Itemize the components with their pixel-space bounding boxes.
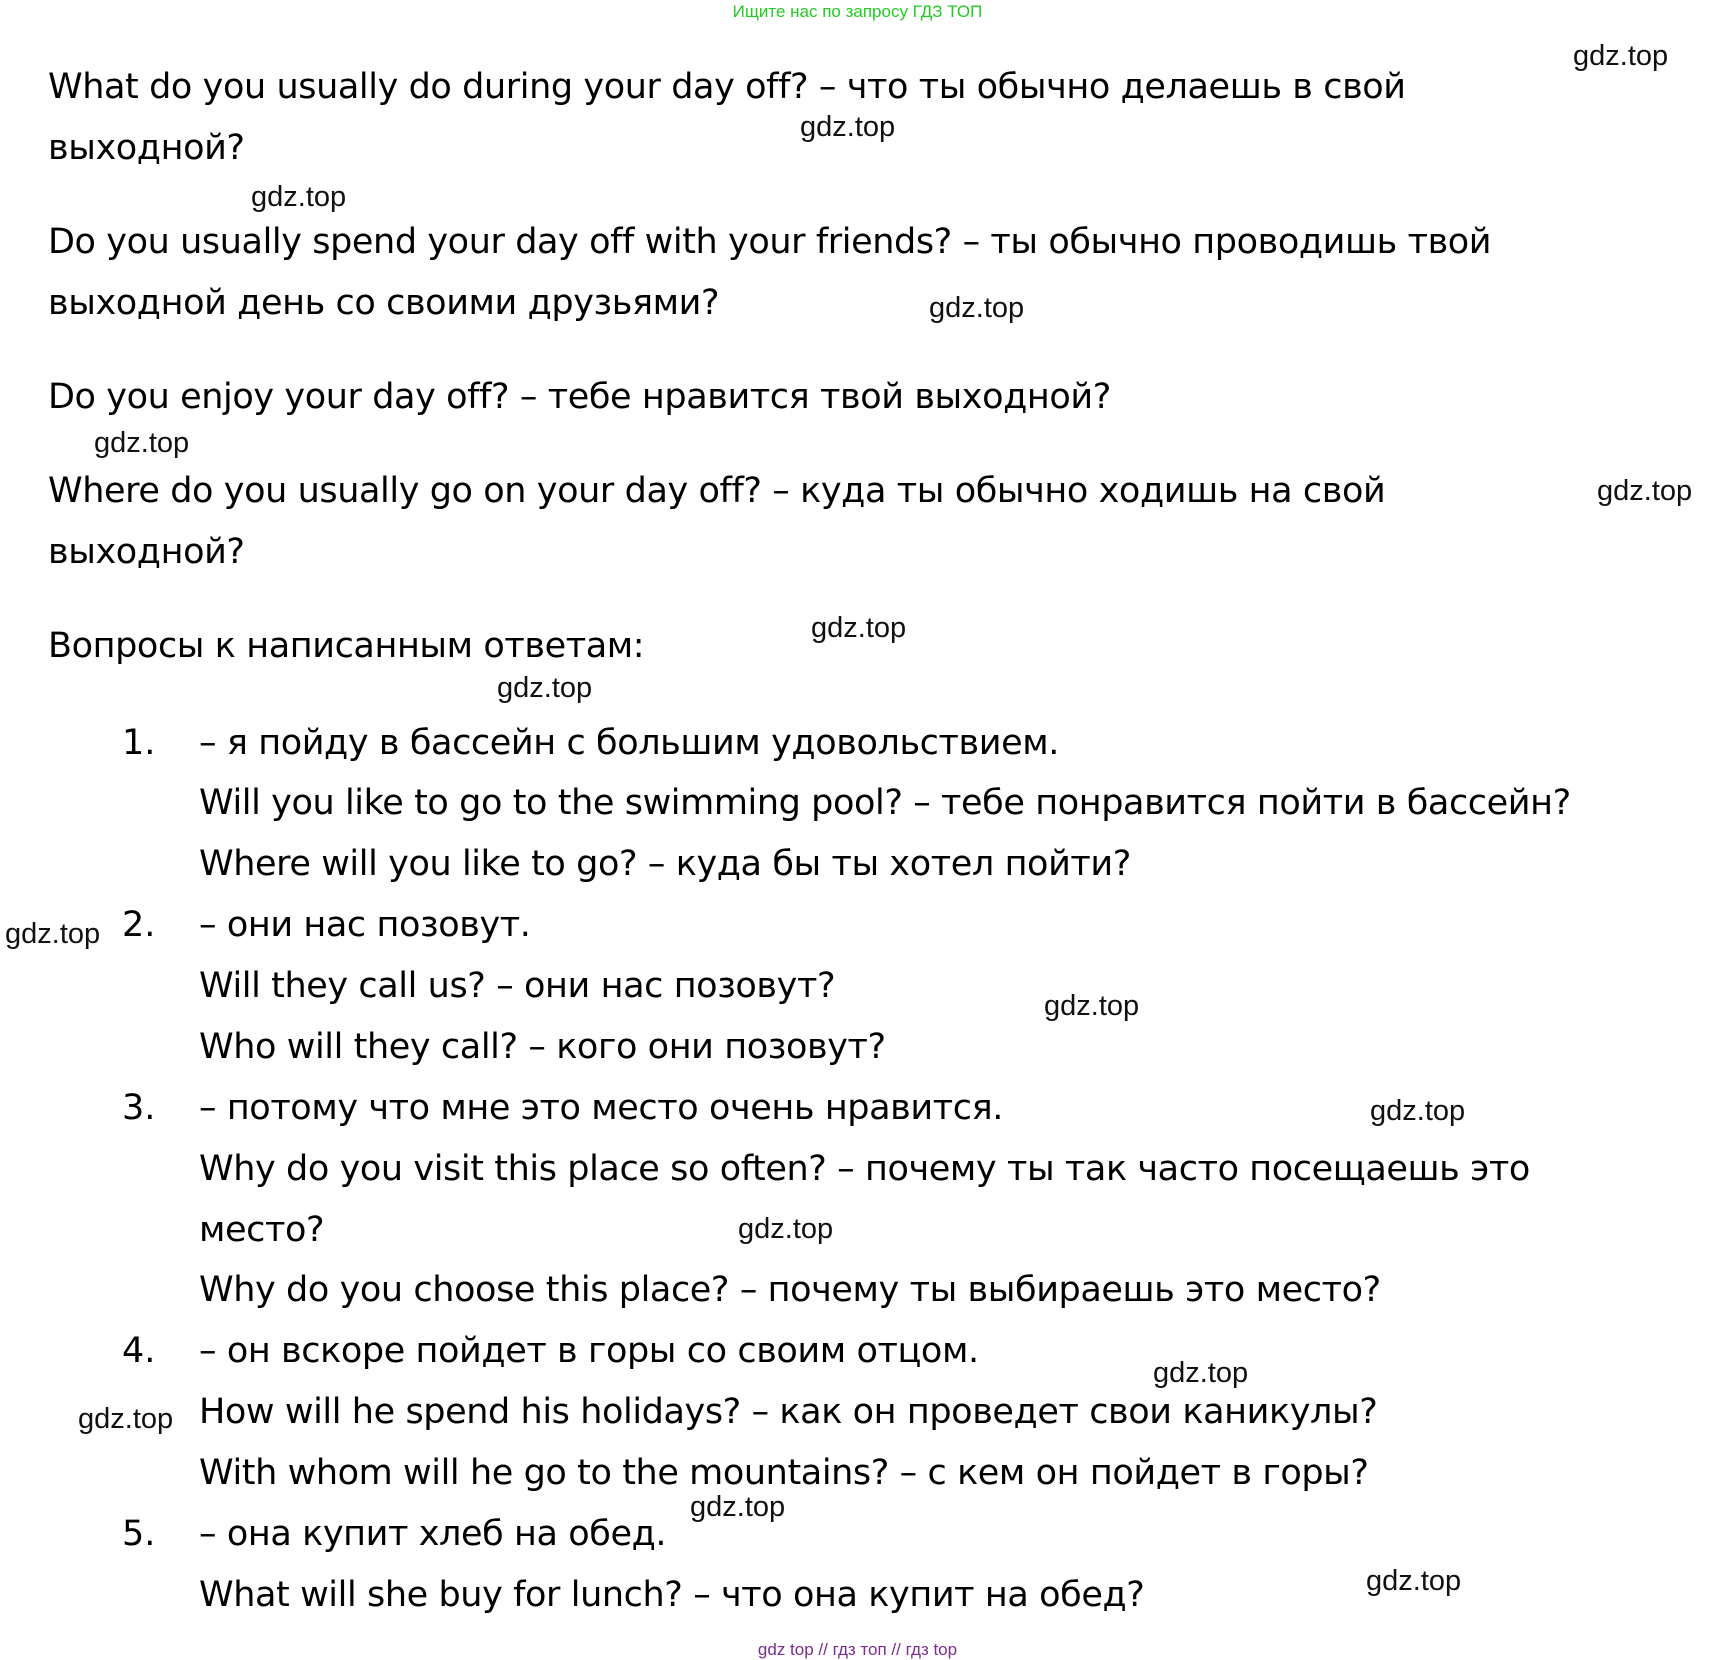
item-answer: – они нас позовут. (199, 905, 531, 945)
item-question: Will they call us? – они нас позовут? (199, 966, 836, 1006)
item-number: 1. (122, 723, 156, 763)
intro-line: выходной? (48, 532, 245, 572)
item-question: место? (199, 1210, 325, 1250)
intro-line: Do you enjoy your day off? – тебе нравится твой выходной? (48, 377, 1111, 417)
item-question: Will you like to go to the swimming pool? – тебе понравится пойти в бассейн? (199, 783, 1571, 823)
watermark: gdz.top (1573, 40, 1669, 72)
watermark: gdz.top (690, 1491, 786, 1523)
item-number: 3. (122, 1088, 156, 1128)
item-question: Why do you visit this place so often? – почему ты так часто посещаешь это (199, 1149, 1530, 1189)
item-number: 4. (122, 1331, 156, 1371)
intro-line: Do you usually spend your day off with your friends? – ты обычно проводишь твой (48, 222, 1492, 262)
item-number: 2. (122, 905, 156, 945)
item-question: With whom will he go to the mountains? – с кем он пойдет в горы? (199, 1453, 1369, 1493)
footer: gdz top // гдз топ // гдз top (757, 1640, 958, 1659)
watermark: gdz.top (1153, 1357, 1249, 1389)
watermark: gdz.top (78, 1403, 174, 1435)
watermark: gdz.top (1597, 475, 1693, 507)
watermark: gdz.top (497, 672, 593, 704)
section-title: Вопросы к написанным ответам: (48, 626, 645, 666)
watermark: gdz.top (5, 918, 101, 950)
intro-line: What do you usually do during your day off? – что ты обычно делаешь в свой (48, 67, 1406, 107)
item-question: What will she buy for lunch? – что она купит на обед? (199, 1575, 1145, 1615)
watermark: gdz.top (251, 181, 347, 213)
top-banner: Ищите нас по запросу ГДЗ ТОП (732, 2, 983, 21)
watermark: gdz.top (1044, 990, 1140, 1022)
watermark: gdz.top (811, 612, 907, 644)
item-answer: – она купит хлеб на обед. (199, 1514, 667, 1554)
item-question: Why do you choose this place? – почему ты выбираешь это место? (199, 1270, 1381, 1310)
item-question: Where will you like to go? – куда бы ты хотел пойти? (199, 844, 1131, 884)
watermark: gdz.top (1370, 1095, 1466, 1127)
item-question: How will he spend his holidays? – как он проведет свои каникулы? (199, 1392, 1378, 1432)
intro-line: выходной? (48, 128, 245, 168)
watermark: gdz.top (738, 1213, 834, 1245)
watermark: gdz.top (929, 292, 1025, 324)
item-answer: – я пойду в бассейн с большим удовольствием. (199, 723, 1059, 763)
intro-line: Where do you usually go on your day off? – куда ты обычно ходишь на свой (48, 471, 1386, 511)
intro-line: выходной день со своими друзьями? (48, 283, 720, 323)
item-answer: – потому что мне это место очень нравится. (199, 1088, 1003, 1128)
watermark: gdz.top (800, 111, 896, 143)
item-number: 5. (122, 1514, 156, 1554)
watermark: gdz.top (1366, 1565, 1462, 1597)
item-question: Who will they call? – кого они позовут? (199, 1027, 886, 1067)
watermark: gdz.top (94, 427, 190, 459)
item-answer: – он вскоре пойдет в горы со своим отцом. (199, 1331, 979, 1371)
